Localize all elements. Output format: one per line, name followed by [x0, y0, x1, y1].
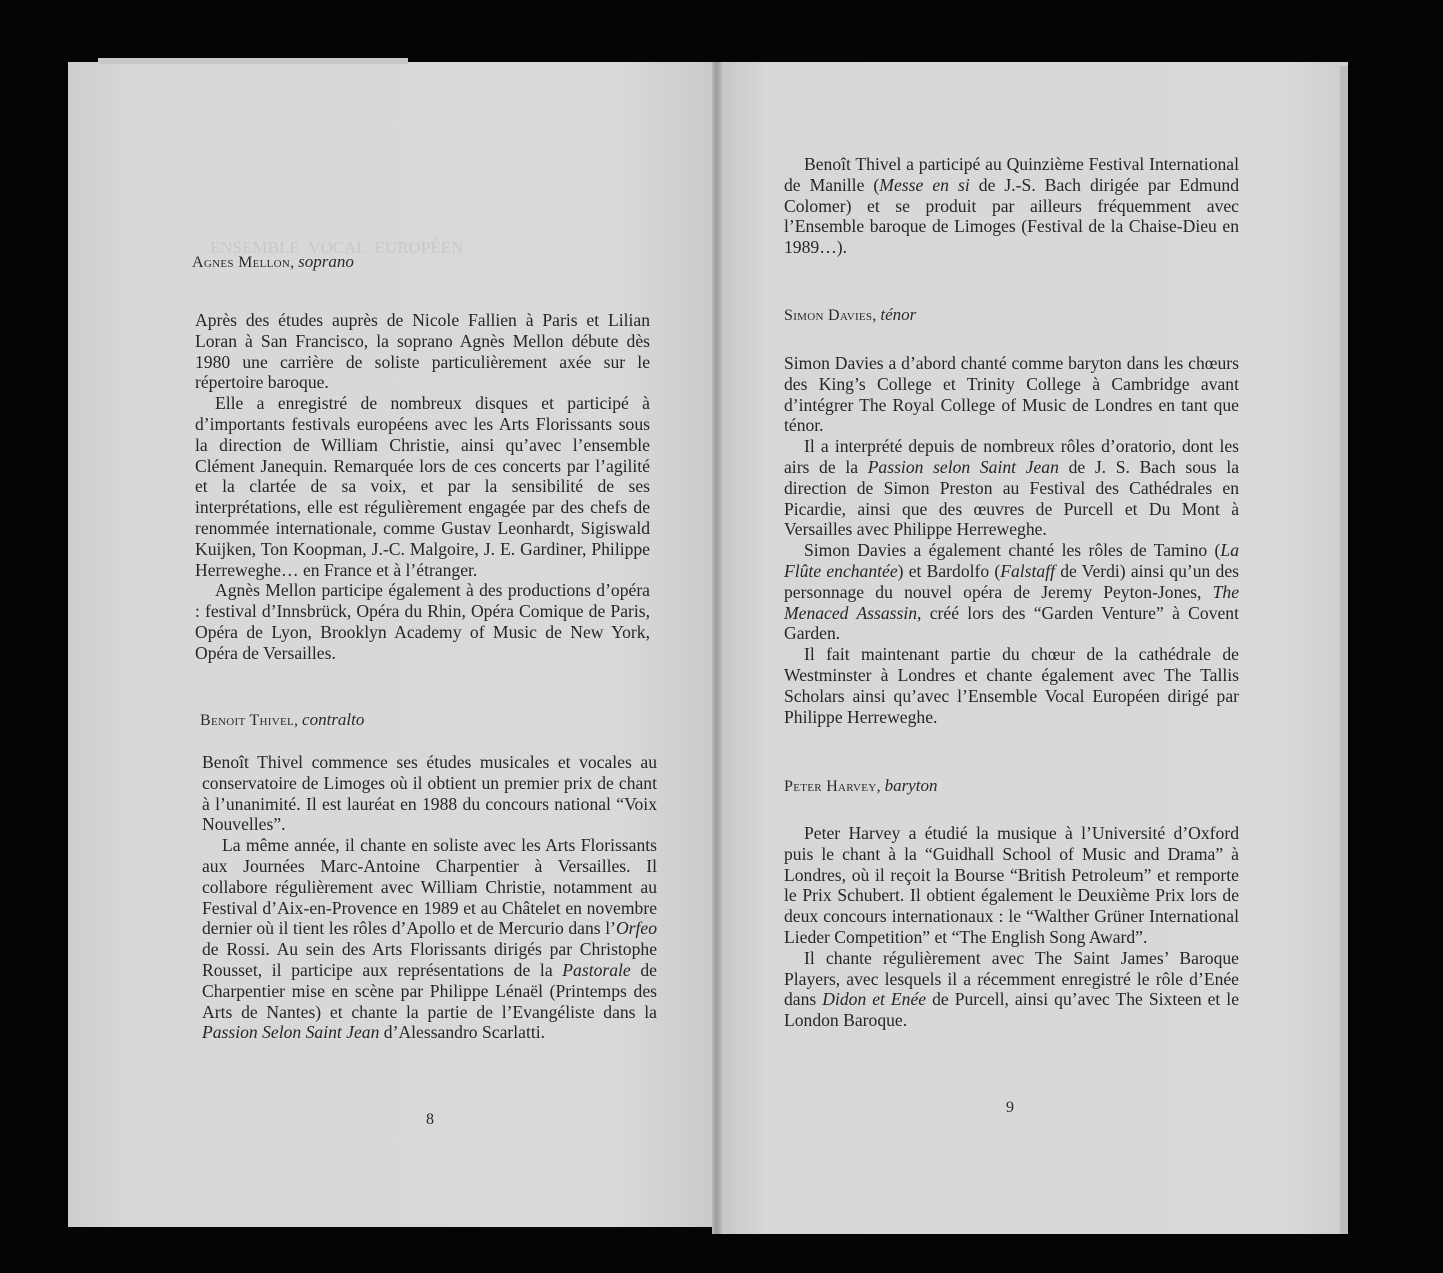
work-title: Messe en si [879, 174, 970, 195]
work-title: Passion selon Saint Jean [867, 456, 1059, 477]
text-run: Il chante régulièrement avec The Saint James’ Baroque Players, avec lesquels il a récemment enregistré le rôle d’Enée dans [784, 947, 1239, 1010]
heading-simon-davies: Simon Davies, ténor [784, 305, 917, 324]
work-title: Passion Selon Saint Jean [202, 1022, 380, 1043]
heading-peter-harvey: Peter Harvey, baryton [784, 776, 938, 795]
bio-agnes-mellon [195, 310, 650, 664]
work-title: Didon et Enée [822, 989, 927, 1010]
performer-role: ténor [880, 305, 917, 324]
bio-peter-harvey [784, 823, 1239, 1031]
heading-benoit-thivel: Benoit Thivel, contralto [200, 710, 365, 729]
bio-benoit-thivel [202, 752, 657, 1043]
performer-name: Benoit Thivel [200, 712, 295, 729]
bio-paragraph: Elle a enregistré de nombreux disques et participé à d’importants festivals européens avec les Arts Florissants sous la direction de William Christie, ainsi qu’avec l’ensemble Clément Janequin. Remarquée lors de ces concerts par l’agilité et la clartée de sa voix, et par la sensibilité de ses interprétations, elle est régulièrement engagée par des chefs de renommée internationale, comme Gustav Leonhardt, Sigiswald Kuijken, Ton Koopman, J.-C. Malgoire, J. E. Gardiner, Philippe Herreweghe… en France et à l’étranger. [195, 393, 650, 580]
bio-paragraph: Simon Davies a d’abord chanté comme baryton dans les chœurs des King’s College et Trinity College à Cambridge avant d’intégrer The Royal College of Music de Londres en tant que ténor. [784, 353, 1239, 436]
page-edge-right [1340, 66, 1348, 1234]
bio-simon-davies [784, 353, 1239, 727]
text-run: ) et Bardolfo ( [897, 560, 1001, 581]
performer-role: contralto [302, 710, 365, 729]
bio-benoit-thivel-continued [784, 154, 1239, 258]
text-run: Benoît Thivel a participé au Quinzième Festival International de Manille ( [784, 154, 1239, 195]
bio-paragraph: Benoît Thivel commence ses études musicales et vocales au conservatoire de Limoges où il obtient un premier prix de chant à l’unanimité. Il est lauréat en 1988 du concours national “Voix Nouvelles”. [202, 752, 657, 835]
performer-name: Simon Davies [784, 307, 873, 324]
text-run: créé lors des “Garden Venture” à Covent Garden. [784, 602, 1239, 644]
text-run: de J.-S. Bach dirigée par Edmund Colomer) et se produit par ailleurs fréquemment avec l’Ensemble baroque de Limoges (Festival de la Chaise-Dieu en 1989…). [784, 174, 1240, 258]
performer-name: Peter Harvey [784, 778, 877, 795]
text-run: de Rossi. Au sein des Arts Florissants dirigés par Christophe Rousset, il participe aux représentations de la [202, 939, 657, 980]
bio-paragraph [784, 436, 1239, 540]
bio-paragraph: Peter Harvey a étudié la musique à l’Université d’Oxford puis le chant à la “Guidhall School of Music and Drama” à Londres, où il reçoit la Bourse “British Petroleum” et remporte le Prix Schubert. Il obtient également le Deuxième Prix lors de deux concours internationaux : le “Walther Grüner International Lieder Competition” et “The English Song Award”. [784, 823, 1239, 947]
bio-paragraph: Après des études auprès de Nicole Fallien à Paris et Lilian Loran à San Francisco, la soprano Agnès Mellon débute dès 1980 une carrière de soliste particulièrement axée sur le répertoire baroque. [195, 310, 650, 393]
work-title: Falstaff [1000, 560, 1055, 581]
text-run: d’Alessandro Scarlatti. [379, 1022, 546, 1043]
performer-role: baryton [884, 776, 938, 795]
work-title: La Flûte enchantée [784, 540, 1239, 581]
page-number: 8 [426, 1111, 434, 1128]
bio-paragraph [784, 540, 1239, 644]
text-run: de Charpentier mise en scène par Philippe Lénaël (Printemps des Arts de Nantes) et chante la partie de l’Evangéliste dans la [202, 959, 657, 1022]
book-gutter [712, 62, 722, 1234]
bio-paragraph [784, 948, 1239, 1031]
bio-paragraph: Il fait maintenant partie du chœur de la cathédrale de Westminster à Londres et chante également avec The Tallis Scholars ainsi qu’avec l’Ensemble Vocal Européen dirigé par Philippe Herreweghe. [784, 644, 1239, 727]
performer-name: Agnes Mellon [192, 254, 291, 271]
performer-role: soprano [298, 252, 354, 271]
bio-paragraph [202, 835, 657, 1043]
work-title: The Menaced Assassin, [784, 581, 1239, 623]
heading-agnes-mellon: Agnes Mellon, soprano [192, 252, 354, 271]
page-number: 9 [1006, 1099, 1014, 1116]
work-title: Pastorale [562, 959, 631, 980]
text-run: de Purcell, ainsi qu’avec The Sixteen et le London Baroque. [784, 989, 1239, 1031]
text-run: de Verdi) ainsi qu’un des personnage du nouvel opéra de Jeremy Peyton-Jones, [784, 560, 1239, 602]
text-run: Il a interprété depuis de nombreux rôles d’oratorio, dont les airs de la [784, 436, 1239, 477]
page-edge-top [98, 58, 408, 64]
text-run: de J. S. Bach sous la direction de Simon Preston au Festival des Cathédrales en Picardie, ainsi que des œuvres de Purcell et Du Mont à Versailles avec Philippe Herreweghe. [784, 456, 1240, 540]
bio-paragraph [784, 154, 1239, 258]
text-run: La même année, il chante en soliste avec les Arts Florissants aux Journées Marc-Antoine Charpentier à Versailles. Il collabore régulièrement avec William Christie, notamment au Festival d’Aix-en-Provence en 1989 et au Châtelet en novembre dernier où il tient les rôles d’Apollo et de Mercurio dans l’ [202, 835, 657, 939]
work-title: Orfeo [615, 918, 657, 939]
bio-paragraph: Agnès Mellon participe également à des productions d’opéra : festival d’Innsbrück, Opéra du Rhin, Opéra Comique de Paris, Opéra de Lyon, Brooklyn Academy of Music de New York, Opéra de Versailles. [195, 580, 650, 663]
text-run: Simon Davies a également chanté les rôles de Tamino ( [804, 540, 1221, 561]
